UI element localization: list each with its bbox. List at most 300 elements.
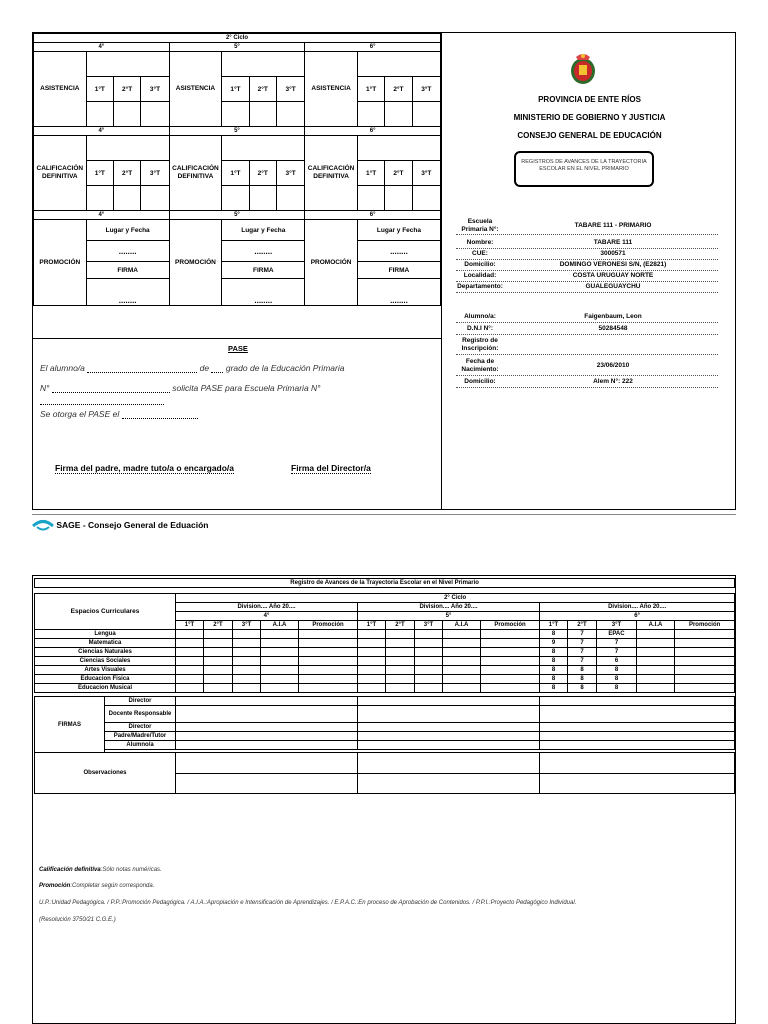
pase-text: de: [199, 363, 210, 373]
blank-cell[interactable]: [222, 136, 305, 161]
grade-cell[interactable]: [415, 648, 443, 657]
field-row: [456, 358, 718, 376]
grade-cell[interactable]: [415, 675, 443, 684]
subject-name: Matematica: [35, 639, 176, 648]
grade-cell[interactable]: [637, 639, 675, 648]
division-header: Division.... Año 20....: [358, 603, 540, 612]
term-value[interactable]: [412, 102, 440, 127]
field-row: [456, 378, 718, 388]
grade-cell[interactable]: 8: [540, 648, 568, 657]
lugar-fecha-label: Lugar y Fecha: [357, 220, 440, 241]
ciclo-header: 2° Ciclo: [176, 594, 735, 603]
field-row: [456, 250, 718, 260]
grade-cell[interactable]: [176, 630, 204, 639]
firma-label: FIRMA: [86, 262, 169, 279]
grade-cell[interactable]: [443, 630, 481, 639]
note-text: :Sólo notas numéricas.: [100, 867, 162, 873]
grade-cell[interactable]: [261, 666, 299, 675]
firma-cell[interactable]: [176, 697, 358, 706]
grade-cell[interactable]: [386, 675, 415, 684]
subject-row: [35, 666, 735, 675]
firma-label: FIRMA: [222, 262, 305, 279]
col-header: Promoción: [481, 621, 540, 630]
ministry-name: MINISTERIO DE GOBIERNO Y JUSTICIA: [513, 113, 666, 122]
grade-cell[interactable]: 8: [540, 675, 568, 684]
grade-cell[interactable]: [481, 639, 540, 648]
dots: ........: [86, 279, 169, 306]
note-key: Calificación definitiva: [39, 867, 101, 873]
subject-row: [35, 657, 735, 666]
grade-cell[interactable]: [358, 630, 386, 639]
grade-cell[interactable]: 8: [597, 684, 637, 693]
obs-cell[interactable]: [358, 753, 540, 774]
grade-cell[interactable]: [204, 639, 233, 648]
field-value: TABARE 111: [593, 239, 633, 246]
grade-cell[interactable]: [299, 666, 358, 675]
grade-header: 5°: [358, 612, 540, 621]
subject-row: [35, 630, 735, 639]
subject-row: [35, 648, 735, 657]
firma-role: Docente Responsable: [105, 706, 176, 723]
lugar-fecha-label: Lugar y Fecha: [86, 220, 169, 241]
promocion-label: PROMOCIÓN: [34, 220, 87, 306]
grade-cell[interactable]: 7: [568, 639, 597, 648]
grade-cell[interactable]: [233, 675, 261, 684]
grade-cell[interactable]: [637, 684, 675, 693]
term-value[interactable]: [385, 186, 412, 211]
term-value[interactable]: [249, 186, 276, 211]
grade-header: 6°: [540, 612, 735, 621]
grade-cell[interactable]: [481, 657, 540, 666]
grade-cell[interactable]: [415, 639, 443, 648]
grade-cell[interactable]: [176, 675, 204, 684]
grade-cell[interactable]: [176, 684, 204, 693]
grade-cell[interactable]: 6: [597, 657, 637, 666]
blank-cell[interactable]: [222, 52, 305, 77]
grade-cell[interactable]: [358, 675, 386, 684]
firma-cell[interactable]: [358, 697, 540, 706]
grade-cell[interactable]: [299, 675, 358, 684]
pase-line-2: [40, 383, 321, 393]
subject-name: Educacion Musical: [35, 684, 176, 693]
grade-cell[interactable]: [358, 684, 386, 693]
grade-cell[interactable]: [233, 666, 261, 675]
grade-cell[interactable]: [261, 675, 299, 684]
calificacion-label: CALIFICACIÓN DEFINITIVA: [169, 136, 222, 211]
grade-cell[interactable]: [204, 675, 233, 684]
number-blank[interactable]: [52, 383, 170, 393]
grade-cell[interactable]: [443, 684, 481, 693]
dots: ........: [357, 241, 440, 262]
grade-cell[interactable]: [481, 630, 540, 639]
field-row: [456, 218, 718, 235]
firma-role: Director: [105, 723, 176, 732]
field-value: 50284548: [598, 325, 628, 332]
dots: ........: [222, 279, 305, 306]
blank-cell[interactable]: [86, 136, 169, 161]
grade-cell[interactable]: [299, 648, 358, 657]
promocion-label: PROMOCIÓN: [305, 220, 358, 306]
term-value[interactable]: [113, 102, 140, 127]
grade-cell[interactable]: [386, 684, 415, 693]
note-3: U.P.:Unidad Pedagógica. / P.P.:Promoción Pedagógica. / A.I.A.:Apropiación e Intensificación de Aprendizajes. / E.P.A.C.:En proceso de Aprobación de Contenidos. / P.P.I.:Proyecto Pedagógico Individual.: [39, 900, 577, 906]
grade-cell[interactable]: [299, 657, 358, 666]
grade-header: 4°: [34, 43, 170, 52]
grade-cell[interactable]: [637, 657, 675, 666]
dots: ........: [357, 279, 440, 306]
grade-cell[interactable]: 7: [597, 648, 637, 657]
pase-text: grado de la Educación Primaria: [225, 363, 345, 373]
term-value[interactable]: [357, 186, 384, 211]
grade-cell[interactable]: [386, 666, 415, 675]
pase-line-3: [40, 409, 198, 419]
term-label: 3°T: [276, 161, 304, 186]
term-value[interactable]: [86, 102, 113, 127]
firma-cell[interactable]: [540, 732, 735, 741]
asistencia-label: ASISTENCIA: [169, 52, 222, 127]
grade-cell[interactable]: 8: [540, 657, 568, 666]
grade-blank[interactable]: [211, 363, 223, 373]
firma-cell[interactable]: [358, 706, 540, 723]
dots: ........: [222, 241, 305, 262]
grade-header: 5°: [169, 43, 305, 52]
field-row: [456, 239, 718, 249]
subject-name: Ciencias Naturales: [35, 648, 176, 657]
dots: ........: [86, 241, 169, 262]
pase-line-2b: [40, 395, 164, 405]
field-value: Alem N°: 222: [593, 378, 633, 385]
grade-cell[interactable]: [204, 657, 233, 666]
asistencia-label: ASISTENCIA: [305, 52, 358, 127]
grade-cell[interactable]: [358, 639, 386, 648]
term-label: 3°T: [276, 77, 304, 102]
subject-row: [35, 675, 735, 684]
blank-cell[interactable]: [357, 52, 440, 77]
grade-cell[interactable]: 7: [568, 657, 597, 666]
note-1: [39, 867, 162, 873]
col-header: Promoción: [675, 621, 735, 630]
field-value: DOMINGO VERONESI S/N, (E2821): [559, 261, 667, 268]
subject-name: Ciencias Sociales: [35, 657, 176, 666]
field-value: GUALEGUAYCHU: [585, 283, 641, 290]
note-text: :Completar según corresponda.: [70, 883, 155, 889]
grade-cell[interactable]: EPAC: [597, 630, 637, 639]
grade-header: 4°: [34, 211, 170, 220]
grade-cell[interactable]: [204, 684, 233, 693]
pase-text: El alumno/a: [40, 363, 85, 373]
grade-header: 6°: [305, 211, 441, 220]
firma-cell[interactable]: [358, 723, 540, 732]
term-label: 1°T: [86, 77, 113, 102]
grade-cell[interactable]: [261, 684, 299, 693]
term-label: 1°T: [222, 77, 249, 102]
term-label: 2°T: [385, 161, 412, 186]
grade-cell[interactable]: [675, 675, 735, 684]
field-row: [456, 261, 718, 271]
grade-cell[interactable]: [176, 648, 204, 657]
grade-cell[interactable]: [443, 675, 481, 684]
grade-cell[interactable]: [637, 675, 675, 684]
col-header: 2°T: [386, 621, 415, 630]
grade-cell[interactable]: [386, 630, 415, 639]
grade-cell[interactable]: 8: [597, 675, 637, 684]
grade-cell[interactable]: [481, 666, 540, 675]
firma-cell[interactable]: [540, 723, 735, 732]
term-label: 2°T: [249, 77, 276, 102]
note-2: [39, 883, 154, 889]
promocion-label: PROMOCIÓN: [169, 220, 222, 306]
subject-name: Educacion Fisica: [35, 675, 176, 684]
divider: [32, 514, 736, 515]
term-value[interactable]: [141, 102, 169, 127]
term-value[interactable]: [141, 186, 169, 211]
grade-cell[interactable]: [176, 657, 204, 666]
grade-cell[interactable]: [443, 639, 481, 648]
council-name: CONSEJO GENERAL DE EDUCACIÓN: [517, 131, 662, 140]
grade-header: 5°: [169, 211, 305, 220]
firma-cell[interactable]: [358, 741, 540, 750]
term-label: 2°T: [113, 161, 140, 186]
grade-cell[interactable]: [358, 648, 386, 657]
school-info-panel: [441, 33, 737, 509]
grade-cell[interactable]: [675, 639, 735, 648]
calificacion-label: CALIFICACIÓN DEFINITIVA: [34, 136, 87, 211]
grade-cell[interactable]: [675, 657, 735, 666]
grade-cell[interactable]: [358, 657, 386, 666]
firma-role: Padre/Madre/Tutor: [105, 732, 176, 741]
grade-cell[interactable]: [415, 684, 443, 693]
col-header: A.I.A: [261, 621, 299, 630]
subject-name: Lengua: [35, 630, 176, 639]
student-name-blank[interactable]: [87, 363, 197, 373]
grade-cell[interactable]: [443, 648, 481, 657]
grade-cell[interactable]: [481, 648, 540, 657]
field-row: [456, 272, 718, 282]
subject-name: Artes Visuales: [35, 666, 176, 675]
term-value[interactable]: [113, 186, 140, 211]
signature-parent: Firma del padre, madre tuto/a o encargado/a: [55, 463, 235, 473]
grade-cell[interactable]: 7: [568, 630, 597, 639]
grade-cell[interactable]: 8: [540, 684, 568, 693]
note-key: Promoción: [39, 883, 71, 889]
term-value[interactable]: [412, 186, 440, 211]
term-label: 1°T: [86, 161, 113, 186]
grade-cell[interactable]: [481, 675, 540, 684]
term-value[interactable]: [385, 102, 412, 127]
firmas-label: FIRMAS: [35, 697, 105, 753]
grade-cell[interactable]: 7: [597, 639, 637, 648]
ciclo-grid: [33, 33, 441, 336]
term-value[interactable]: [276, 102, 304, 127]
grade-cell[interactable]: 9: [540, 639, 568, 648]
grade-cell[interactable]: [637, 630, 675, 639]
grade-cell[interactable]: 8: [568, 675, 597, 684]
term-label: 1°T: [357, 77, 384, 102]
term-label: 3°T: [141, 77, 169, 102]
term-value[interactable]: [222, 102, 249, 127]
note-4: (Resolución 3750/21 C.G.E.): [39, 917, 116, 923]
firma-cell[interactable]: [176, 732, 358, 741]
col-header: 3°T: [597, 621, 637, 630]
pase-title: PASE: [228, 344, 248, 353]
grade-cell[interactable]: [261, 648, 299, 657]
sage-footer: [32, 517, 332, 535]
registry-title-box: REGISTROS DE AVANCES DE LA TRAYECTORIA ESCOLAR EN EL NIVEL PRIMARIO: [514, 151, 654, 187]
grade-cell[interactable]: [481, 684, 540, 693]
blank-cell[interactable]: [86, 52, 169, 77]
firma-cell[interactable]: [176, 741, 358, 750]
term-label: 3°T: [141, 161, 169, 186]
grade-cell[interactable]: [386, 657, 415, 666]
grade-cell[interactable]: [233, 630, 261, 639]
field-row: [456, 337, 718, 355]
registry-table: [34, 578, 735, 794]
grade-cell[interactable]: [675, 648, 735, 657]
grade-cell[interactable]: [443, 657, 481, 666]
grade-cell[interactable]: 8: [568, 666, 597, 675]
asistencia-label: ASISTENCIA: [34, 52, 87, 127]
grade-cell[interactable]: 8: [597, 666, 637, 675]
province-name: PROVINCIA DE ENTE RÍOS: [538, 95, 641, 104]
sage-brand-text: SAGE - Consejo General de Eduación: [56, 520, 209, 530]
obs-cell[interactable]: [176, 773, 358, 794]
grade-cell[interactable]: [233, 657, 261, 666]
division-header: Division.... Año 20....: [540, 603, 735, 612]
observaciones-label: Observaciones: [35, 753, 176, 794]
grade-header: 6°: [305, 43, 441, 52]
term-value[interactable]: [357, 102, 384, 127]
field-key: Alumno/a:: [464, 313, 496, 320]
grade-cell[interactable]: [415, 657, 443, 666]
field-row: [456, 313, 718, 323]
col-header: 2°T: [568, 621, 597, 630]
pase-text: Se otorga el PASE el: [40, 409, 120, 419]
grade-cell[interactable]: [261, 639, 299, 648]
col-header: 1°T: [176, 621, 204, 630]
date-blank[interactable]: [122, 409, 198, 419]
grade-cell[interactable]: [233, 648, 261, 657]
field-key: Nombre:: [466, 239, 494, 246]
grade-cell[interactable]: [299, 630, 358, 639]
firma-cell[interactable]: [176, 723, 358, 732]
grade-cell[interactable]: [637, 666, 675, 675]
col-header: Promoción: [299, 621, 358, 630]
field-key: CUE:: [472, 250, 488, 257]
grade-cell[interactable]: 7: [568, 648, 597, 657]
term-label: 1°T: [222, 161, 249, 186]
school-blank[interactable]: [40, 395, 164, 405]
firma-cell[interactable]: [540, 706, 735, 723]
field-value: TABARE 111 - PRIMARIO: [574, 222, 652, 229]
firma-role: Alumno/a: [105, 741, 176, 750]
grade-cell[interactable]: [204, 630, 233, 639]
espacios-header: Espacios Curriculares: [35, 594, 176, 630]
division-header: Division.... Año 20....: [176, 603, 358, 612]
term-label: 3°T: [412, 77, 440, 102]
ciclo-header: 2° Ciclo: [34, 34, 441, 43]
pase-line-1: [40, 363, 344, 373]
grade-cell[interactable]: [637, 648, 675, 657]
calificacion-label: CALIFICACIÓN DEFINITIVA: [305, 136, 358, 211]
subject-row: [35, 684, 735, 693]
grade-header: 5°: [169, 127, 305, 136]
obs-cell[interactable]: [176, 753, 358, 774]
term-label: 1°T: [357, 161, 384, 186]
grade-cell[interactable]: [176, 666, 204, 675]
term-value[interactable]: [276, 186, 304, 211]
registry-title: Registro de Avances de la Trayectoria Escolar en el Nivel Primario: [35, 579, 735, 588]
grade-cell[interactable]: [443, 666, 481, 675]
term-value[interactable]: [249, 102, 276, 127]
col-header: 3°T: [415, 621, 443, 630]
pase-text: N°: [40, 383, 50, 393]
lugar-fecha-label: Lugar y Fecha: [222, 220, 305, 241]
field-key: Escuela Primaria N°:: [461, 218, 499, 233]
field-row: [456, 325, 718, 335]
grade-cell[interactable]: [176, 639, 204, 648]
obs-cell[interactable]: [540, 773, 735, 794]
grade-cell[interactable]: [386, 648, 415, 657]
firma-cell[interactable]: [176, 706, 358, 723]
grade-cell[interactable]: [358, 666, 386, 675]
field-key: Registro de Inscripción:: [461, 337, 499, 352]
grade-cell[interactable]: [261, 657, 299, 666]
grade-cell[interactable]: [299, 639, 358, 648]
col-header: 2°T: [204, 621, 233, 630]
grade-cell[interactable]: [204, 648, 233, 657]
col-header: 1°T: [540, 621, 568, 630]
grade-cell[interactable]: [675, 684, 735, 693]
grade-cell[interactable]: [204, 666, 233, 675]
firma-cell[interactable]: [540, 741, 735, 750]
grade-cell[interactable]: [675, 630, 735, 639]
field-key: Domicilio:: [464, 261, 496, 268]
firma-cell[interactable]: [540, 697, 735, 706]
grade-cell[interactable]: [386, 639, 415, 648]
grade-cell[interactable]: [261, 630, 299, 639]
term-value[interactable]: [86, 186, 113, 211]
blank-cell[interactable]: [357, 136, 440, 161]
grade-cell[interactable]: [299, 684, 358, 693]
term-value[interactable]: [222, 186, 249, 211]
firma-label: FIRMA: [357, 262, 440, 279]
field-value: COSTA URUGUAY NORTE: [572, 272, 654, 279]
grade-cell[interactable]: [675, 666, 735, 675]
field-key: Domicilio:: [464, 378, 496, 385]
field-key: Departamento:: [457, 283, 503, 290]
registry-card: [32, 575, 736, 1024]
grade-cell[interactable]: [415, 666, 443, 675]
term-label: 2°T: [385, 77, 412, 102]
grade-cell[interactable]: 8: [540, 666, 568, 675]
grade-cell[interactable]: 8: [568, 684, 597, 693]
grade-cell[interactable]: [233, 639, 261, 648]
firma-cell[interactable]: [358, 732, 540, 741]
field-value: 23/06/2010: [596, 362, 630, 369]
grade-cell[interactable]: 8: [540, 630, 568, 639]
col-header: 3°T: [233, 621, 261, 630]
grade-cell[interactable]: [233, 684, 261, 693]
col-header: A.I.A: [443, 621, 481, 630]
col-header: 1°T: [358, 621, 386, 630]
grade-cell[interactable]: [415, 630, 443, 639]
term-label: 2°T: [113, 77, 140, 102]
obs-cell[interactable]: [540, 753, 735, 774]
province-seal-icon: [568, 51, 598, 87]
field-value: 3000571: [600, 250, 626, 257]
firma-role: Director: [105, 697, 176, 706]
obs-cell[interactable]: [358, 773, 540, 794]
